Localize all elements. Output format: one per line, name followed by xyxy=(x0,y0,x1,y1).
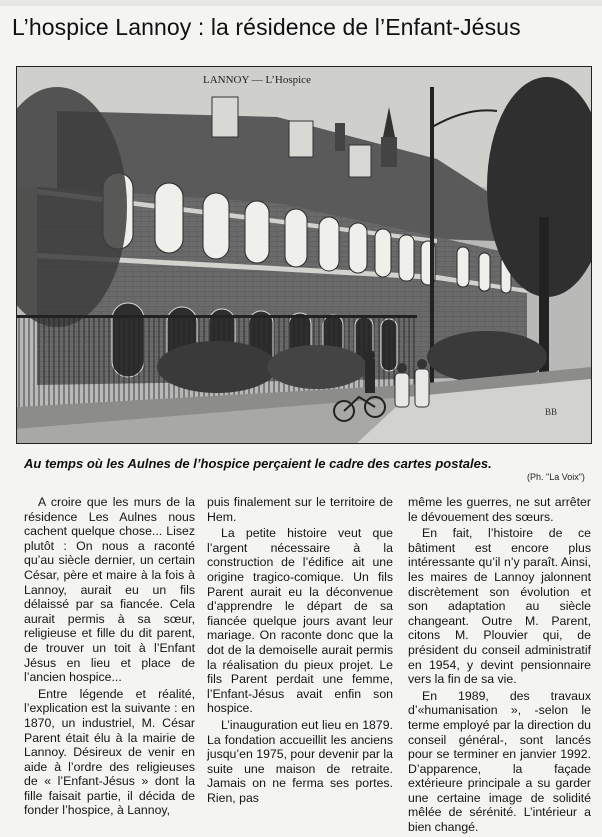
paragraph: En fait, l’histoire de ce bâtiment est encore plus intéressante qu’il n’y paraît. Ainsi, les maires de Lannoy jalonnent discrètement son évolution et son adaptation au siècle changeant. Outre M. Parent, citons M. Plouvier qui, de président du conseil administratif en 1954, y devint pensionnaire vers la fin de sa vie. xyxy=(408,526,591,687)
headline: L’hospice Lannoy : la résidence de l’Enfant-Jésus xyxy=(12,14,521,40)
paragraph: même les guerres, ne sut arrêter le dévouement des sœurs. xyxy=(408,495,591,524)
paragraph: Entre légende et réalité, l’explication est la suivante : en 1870, un industriel, M. César Parent était élu à la mairie de Lannoy. Désireux de venir en aide à l’ordre des religieuses de « l’Enfant-Jésus » dont la fille faisait partie, il décida de fonder l’hospice, à Lannoy, xyxy=(24,686,195,818)
photo-credit: (Ph. "La Voix") xyxy=(527,472,585,482)
postcard-photo xyxy=(16,66,592,444)
paragraph: A croire que les murs de la résidence Les Aulnes nous cachent quelque chose... Lisez plutôt : On nous a raconté qu’au siècle dernier, un certain César, père et maire à la fois à Lannoy, aurait eu un fils délaissé par sa fiancée. Cela aurait permis à sa sœur, religieuse et fille du dit parent, de trouver un toit à l’Enfant Jésus en lieu et place de l’ancien hospice... xyxy=(24,495,195,685)
paragraph: En 1989, des travaux d’«humanisation », -selon le terme employé par la direction du conseil général-, sont lancés pour se terminer en janvier 1992. D’apparence, la façade extérieure principale a su garder une certaine image de solidité mêlée de sérénité. L’intérieur a bien changé. xyxy=(408,688,591,835)
top-rule xyxy=(0,0,602,6)
article-column-1 xyxy=(24,495,195,820)
photo-stamp: BB xyxy=(545,407,558,417)
photo-caption: Au temps où les Aulnes de l’hospice perçaient le cadre des cartes postales. xyxy=(24,456,492,471)
article-column-2 xyxy=(207,495,393,807)
paragraph: puis finalement sur le territoire de Hem. xyxy=(207,495,393,524)
paragraph: L’inauguration eut lieu en 1879. La fondation accueillit les anciens jusqu’en 1975, pour devenir par la suite une maison de retraite. Jamais on ne ferma ses portes. Rien, pas xyxy=(207,717,393,805)
article-column-3 xyxy=(408,495,591,837)
postcard-caption: LANNOY — L’Hospice xyxy=(203,74,311,86)
paragraph: La petite histoire veut que l’argent nécessaire à la construction de l’édifice ait une origine tragico-comique. Un fils Parent aurait eu la déconvenue d’apprendre le départ de sa fiancée quelque jours avant leur mariage. On raconte donc que la dot de la demoiselle aurait permis la réalisation du pieux projet. Le fils Parent perdait une femme, l’Enfant-Jésus avait enfin son hospice. xyxy=(207,526,393,716)
